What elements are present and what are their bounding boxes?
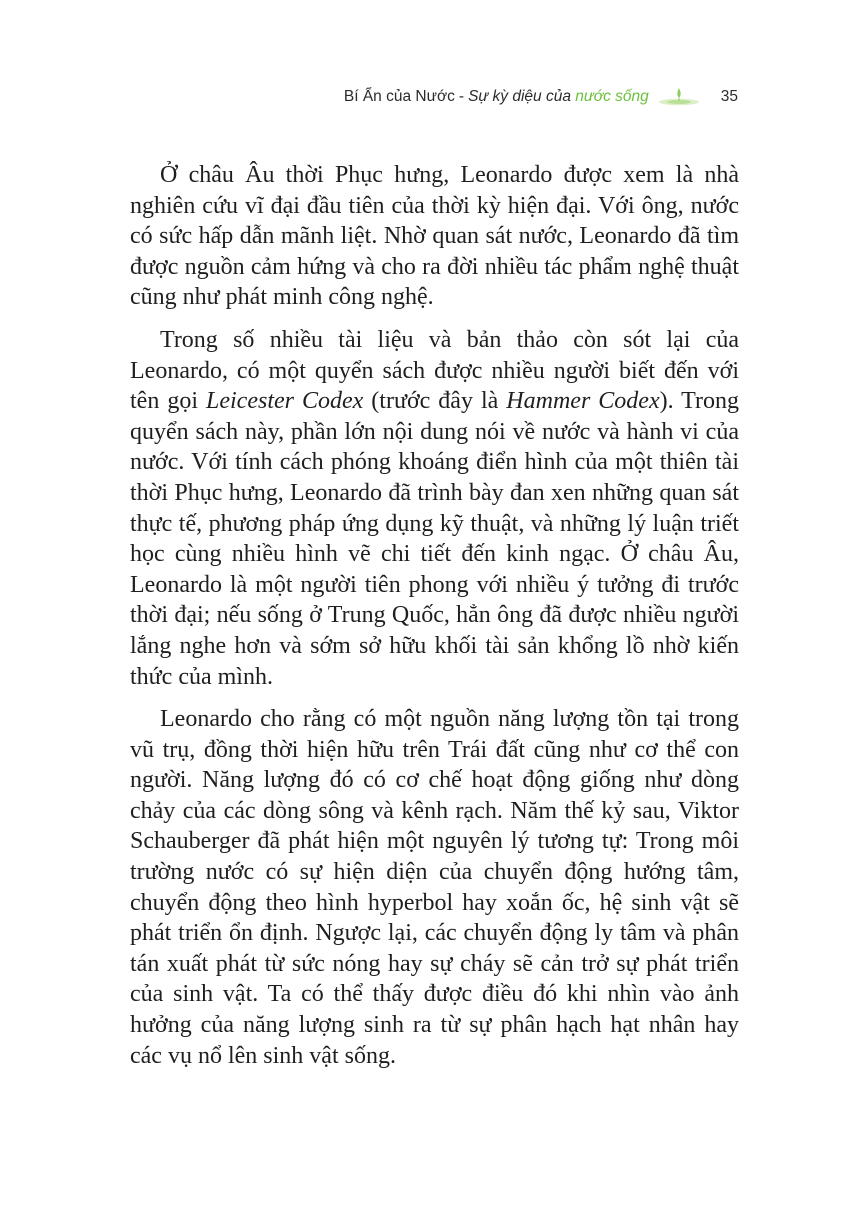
page-number: 35 [720, 88, 738, 105]
paragraph-3 [130, 704, 739, 1071]
paragraph-2-text-c: ). Trong quyển sách này, phần lớn nội dung nói về nước và hành vi của nước. Với tính cách phóng khoáng điển hình của một thiên tài thời Phục hưng, Leonardo đã trình bày đan xen những quan sát thực tế, phương pháp ứng dụng kỹ thuật, và những lý luận triết học cùng nhiều hình vẽ chi tiết đến kinh ngạc. Ở châu Âu, Leonardo là một người tiên phong với nhiều ý tưởng đi trước thời đại; nếu sống ở Trung Quốc, hẳn ông đã được nhiều người lắng nghe hơn và sớm sở hữu khối tài sản khổng lồ nhờ kiến thức của mình. [130, 388, 739, 690]
paragraph-1-text: Ở châu Âu thời Phục hưng, Leonardo được xem là nhà nghiên cứu vĩ đại đầu tiên của thời kỳ hiện đại. Với ông, nước có sức hấp dẫn mãnh liệt. Nhờ quan sát nước, Leonardo đã tìm được nguồn cảm hứng và cho ra đời nhiều tác phẩm nghệ thuật cũng như phát minh công nghệ. [130, 162, 739, 311]
leicester-codex-title: Leicester Codex [206, 388, 364, 415]
header-separator: - [458, 88, 465, 105]
header-book-title: Bí Ẩn của Nước [343, 88, 455, 105]
paragraph-3-text: Leonardo cho rằng có một nguồn năng lượng tồn tại trong vũ trụ, đồng thời hiện hữu trên Trái đất cũng như cơ thể con người. Năng lượng đó có cơ chế hoạt động giống như dòng chảy của các dòng sông và kênh rạch. Năm thế kỷ sau, Viktor Schauberger đã phát hiện một nguyên lý tương tự: Trong môi trường nước có sự hiện diện của chuyển động hướng tâm, chuyển động theo hình hyperbol hay xoắn ốc, hệ sinh vật sẽ phát triển ổn định. Ngược lại, các chuyển động ly tâm và phân tán xuất phát từ sức nóng hay sự cháy sẽ cản trở sự phát triển của sinh vật. Ta có thể thấy được điều đó khi nhìn vào ảnh hưởng của năng lượng sinh ra từ sự phân hạch hạt nhân hay các vụ nổ lên sinh vật sống. [130, 706, 739, 1069]
paragraph-2 [130, 325, 739, 692]
body-text [130, 160, 739, 1083]
running-header [130, 84, 738, 110]
header-subtitle-accent: nước sống [575, 88, 649, 105]
paragraph-1 [130, 160, 739, 313]
water-drop-ripple-icon [657, 86, 701, 108]
hammer-codex-title: Hammer Codex [506, 388, 660, 415]
header-subtitle: Sự kỳ diệu của [468, 88, 571, 105]
paragraph-2-text-b: (trước đây là [363, 388, 507, 415]
paragraph-2-text-a: Trong số nhiều tài liệu và bản thảo còn sót lại của Leonardo, có một quyển sách được nhiều người biết đến với tên gọi [130, 326, 739, 415]
